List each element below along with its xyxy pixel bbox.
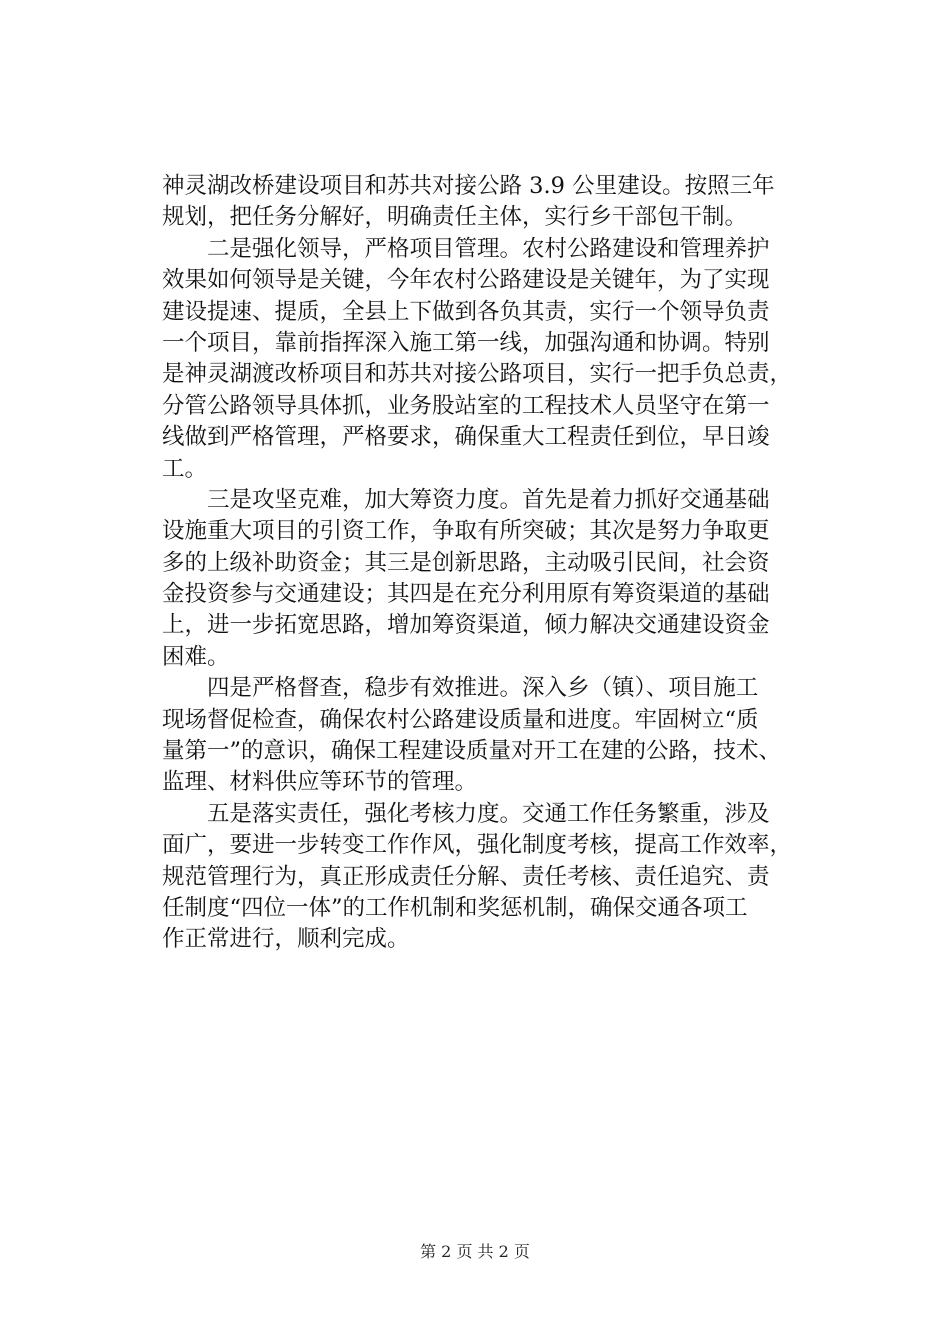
text-line: 任制度“四位一体”的工作机制和奖惩机制，确保交通各项工 bbox=[162, 894, 748, 921]
text-line: 面广，要进一步转变工作作风，强化制度考核，提高工作效率， bbox=[162, 832, 793, 859]
text-line: 是神灵湖渡改桥项目和苏共对接公路项目，实行一把手负总责， bbox=[162, 361, 793, 388]
text-line: 线做到严格管理，严格要求，确保重大工程责任到位，早日竣 bbox=[162, 424, 770, 451]
paragraph-start-line: 五是落实责任，强化考核力度。交通工作任务繁重，涉及 bbox=[207, 800, 770, 827]
text-line: 一个项目，靠前指挥深入施工第一线，加强沟通和协调。特别 bbox=[162, 329, 770, 356]
paragraph-start-line: 四是严格督查，稳步有效推进。深入乡（镇）、项目施工 bbox=[207, 675, 759, 702]
document-body bbox=[162, 171, 792, 956]
text-line: 效果如何领导是关键，今年农村公路建设是关键年，为了实现 bbox=[162, 267, 770, 294]
text-line: 量第一”的意识，确保工程建设质量对开工在建的公路，技术、 bbox=[162, 738, 782, 765]
text-line: 建设提速、提质，全县上下做到各负其责，实行一个领导负责 bbox=[162, 298, 770, 325]
text-line: 作正常进行，顺利完成。 bbox=[162, 926, 410, 953]
text-line: 设施重大项目的引资工作，争取有所突破；其次是努力争取更 bbox=[162, 518, 770, 545]
text-line: 神灵湖改桥建设项目和苏共对接公路 3.9 公里建设。按照三年 bbox=[162, 173, 775, 199]
text-line: 现场督促检查，确保农村公路建设质量和进度。牢固树立“质 bbox=[162, 706, 759, 733]
page-number-footer: 第 2 页 共 2 页 bbox=[420, 1242, 530, 1261]
paragraph-start-line: 二是强化领导，严格项目管理。农村公路建设和管理养护 bbox=[207, 235, 770, 262]
text-line: 金投资参与交通建设；其四是在充分利用原有筹资渠道的基础 bbox=[162, 581, 770, 608]
text-line: 监理、材料供应等环节的管理。 bbox=[162, 769, 478, 796]
text-line: 规划，把任务分解好，明确责任主体，实行乡干部包干制。 bbox=[162, 204, 748, 231]
text-line: 多的上级补助资金；其三是创新思路，主动吸引民间，社会资 bbox=[162, 549, 770, 576]
text-line: 规范管理行为，真正形成责任分解、责任考核、责任追究、责 bbox=[162, 863, 770, 890]
paragraph-start-line: 三是攻坚克难，加大筹资力度。首先是着力抓好交通基础 bbox=[207, 486, 770, 513]
text-line: 上，进一步拓宽思路，增加筹资渠道，倾力解决交通建设资金 bbox=[162, 612, 770, 639]
text-line: 工。 bbox=[162, 455, 208, 482]
text-line: 困难。 bbox=[162, 643, 230, 670]
text-line: 分管公路领导具体抓，业务股站室的工程技术人员坚守在第一 bbox=[162, 392, 770, 419]
